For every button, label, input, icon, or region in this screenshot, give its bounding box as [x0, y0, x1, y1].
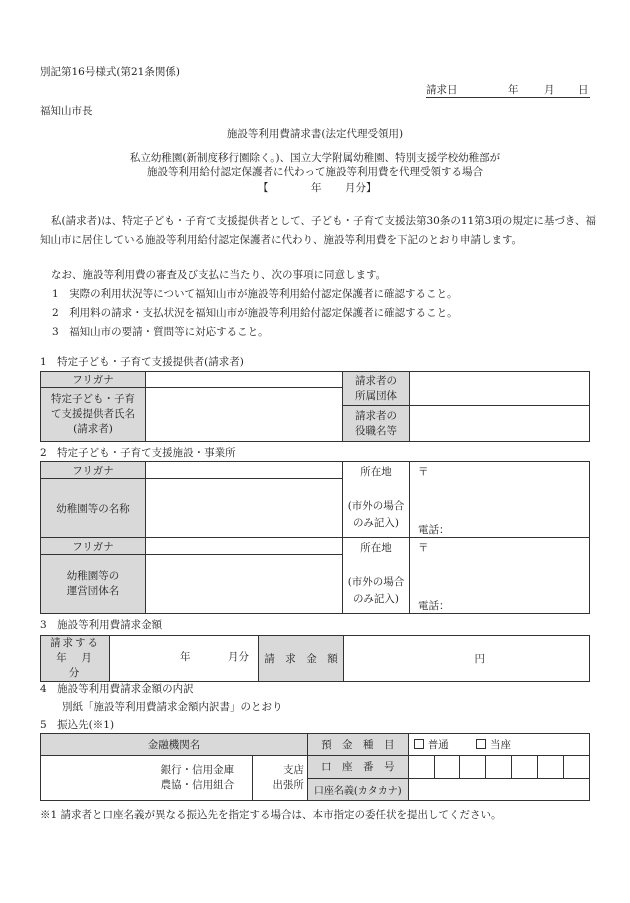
footnote: ※1 請求者と口座名義が異なる振込先を指定する場合は、本市指定の委任状を提出してください。	[40, 809, 502, 821]
consent-item-1: 1 実際の利用状況等について福知山市が施設等利用給付認定保護者に確認すること。	[52, 288, 458, 300]
account-digit-6[interactable]	[538, 756, 564, 778]
subtitle-year: 年	[311, 182, 322, 194]
requester-org-label: 請求者の 所属団体	[343, 372, 410, 406]
section1-heading: 1 特定子ども・子育て支援提供者(請求者)	[40, 356, 244, 368]
operator-address-label: 所在地 (市外の場合 のみ記入)	[343, 538, 410, 614]
facility-table	[40, 461, 590, 614]
account-digit-2[interactable]	[434, 756, 460, 778]
request-date-year: 年	[508, 84, 519, 96]
subtitle-line-1: 私立幼稚園(新制度移行園除く。)、国立大学附属幼稚園、特別支援学校幼稚部が	[129, 152, 501, 164]
period-field[interactable]	[110, 636, 259, 682]
form-title: 施設等利用費請求書(法定代理受領用)	[226, 128, 404, 140]
operator-postal-mark: 〒	[418, 542, 429, 554]
subtitle-line-2: 施設等利用給付認定保護者に代わって施設等利用費を代理受領する場合	[147, 166, 483, 178]
ordinary-option[interactable]: 普通	[414, 739, 449, 751]
deposit-type-label: 預 金 種 目	[307, 734, 408, 756]
account-digit-4[interactable]	[486, 756, 512, 778]
period-year: 年	[180, 651, 191, 663]
bank-name-label: 金融機関名	[41, 734, 308, 756]
section5-heading: 5 振込先(※1)	[40, 719, 115, 731]
facility-phone-label: 電話：	[418, 524, 450, 536]
subtitle-month: 月分】	[345, 182, 377, 194]
account-digit-7[interactable]	[564, 756, 590, 778]
period-month: 月分	[228, 651, 249, 663]
provider-furigana-label: フリガナ	[41, 372, 146, 388]
amount-label: 請 求 金 額	[259, 636, 344, 682]
period-label: 請求する 年 月 分	[41, 636, 110, 682]
account-digit-5[interactable]	[512, 756, 538, 778]
provider-table	[40, 371, 590, 442]
kinder-name-field[interactable]	[146, 479, 343, 538]
provider-name-label: 特定子ども・子育 て支援提供者氏名 (請求者)	[41, 388, 146, 442]
request-date-month: 月	[544, 84, 555, 96]
request-date-day: 日	[578, 84, 589, 96]
bank-table	[40, 733, 590, 801]
current-option[interactable]: 当座	[476, 739, 511, 751]
requester-post-field[interactable]	[410, 406, 590, 442]
section3-heading: 3 施設等利用費請求金額	[40, 619, 163, 631]
facility-postal-mark: 〒	[418, 466, 429, 478]
operator-furigana-field[interactable]	[146, 538, 343, 555]
consent-item-2: 2 利用料の請求・支払状況を福知山市が施設等利用給付認定保護者に確認すること。	[52, 307, 458, 319]
account-digit-1[interactable]	[408, 756, 434, 778]
operator-name-field[interactable]	[146, 555, 343, 614]
addressee: 福知山市長	[40, 105, 93, 117]
facility-address-label: 所在地 (市外の場合 のみ記入)	[343, 462, 410, 538]
ordinary-checkbox[interactable]	[414, 739, 424, 749]
requester-post-label: 請求者の 役職名等	[343, 406, 410, 442]
breakdown-note: 別紙「施設等利用費請求金額内訳書」のとおり	[62, 701, 283, 713]
kinder-name-label: 幼稚園等の名称	[41, 479, 146, 538]
request-date-line	[426, 82, 590, 98]
facility-furigana-label: フリガナ	[41, 462, 146, 479]
form-number: 別記第16号様式(第21条関係)	[40, 66, 180, 78]
request-date-label: 請求日	[426, 84, 458, 96]
body-paragraph-2: なお、施設等利用費の審査及び支払に当たり、次の事項に同意します。	[51, 269, 387, 281]
current-checkbox[interactable]	[476, 739, 486, 749]
provider-name-field[interactable]	[146, 388, 343, 442]
facility-furigana-field[interactable]	[146, 462, 343, 479]
requester-org-field[interactable]	[410, 372, 590, 406]
section4-heading: 4 施設等利用費請求金額の内訳	[40, 683, 194, 695]
account-name-field[interactable]	[408, 778, 589, 800]
facility-address-field[interactable]	[410, 462, 590, 538]
account-name-label: 口座名義(カタカナ)	[307, 778, 408, 800]
amount-table	[40, 635, 590, 682]
account-digit-3[interactable]	[460, 756, 486, 778]
operator-address-field[interactable]	[410, 538, 590, 614]
section2-heading: 2 特定子ども・子育て支援施設・事業所	[40, 447, 236, 459]
operator-furigana-label: フリガナ	[41, 538, 146, 555]
operator-name-label: 幼稚園等の 運営団体名	[41, 555, 146, 614]
consent-item-3: 3 福知山市の要請・質問等に対応すること。	[52, 326, 269, 338]
amount-field[interactable]: 円	[344, 636, 590, 682]
bank-type-cell[interactable]: 銀行・信用金庫 農協・信用組合	[41, 756, 253, 801]
body-paragraph-1: 私(請求者)は、特定子ども・子育て支援提供者として、子ども・子育て支援法第30条の11第3項の規定に基づき、福知山市に居住している施設等利用給付認定保護者に代わり、施設等利用費を下記のとおり申請します。	[40, 215, 596, 246]
deposit-type-options	[408, 734, 589, 756]
account-no-label: 口 座 番 号	[307, 756, 408, 778]
operator-phone-label: 電話：	[418, 600, 450, 612]
subtitle-bracket-open: 【	[258, 182, 269, 194]
provider-furigana-field[interactable]	[146, 372, 343, 388]
branch-type-cell[interactable]: 支店 出張所	[253, 756, 308, 801]
